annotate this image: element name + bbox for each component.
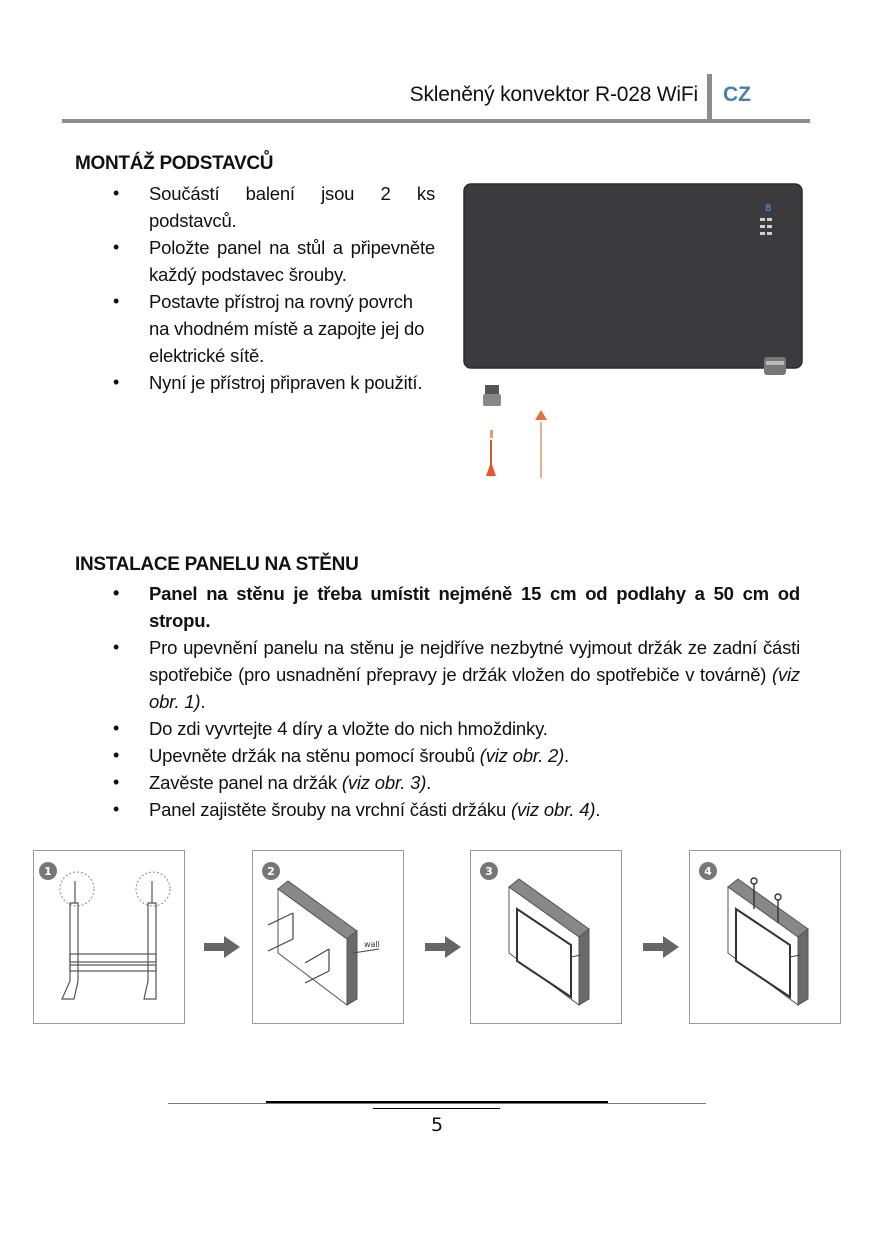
figure-step-4 [689,850,841,1024]
list-item [113,742,800,769]
page-number: 5 [430,1114,444,1136]
header-divider [707,74,712,120]
figure-step-3 [470,850,622,1024]
figure-reference: (viz obr. 1) [149,664,800,712]
figure-reference: (viz obr. 3) [341,772,427,793]
stand-foot-icon [764,357,786,375]
bracket-icon [62,881,156,999]
list-item [113,769,800,796]
figure-reference: (viz obr. 2) [479,745,565,766]
list-item [113,580,800,634]
item-text: Do zdi vyvrtejte 4 díry a vložte do nich hmoždinky. [149,718,548,739]
figure-reference: (viz obr. 4) [511,799,596,820]
distance-requirement: Panel na stěnu je třeba umístit nejméně 15 cm od podlahy a 50 cm od stropu. [149,583,800,631]
wall-label: wall [364,940,380,949]
language-code: CZ [723,83,751,106]
document-title: Skleněný konvektor R-028 WiFi [409,83,698,106]
item-text: Upevněte držák na stěnu pomocí šroubů [149,745,480,766]
screw-icon [483,385,501,476]
arrow-right-icon [643,936,679,958]
footer-rule-short [373,1108,500,1109]
stands-list [113,180,435,396]
figure-step-1 [33,850,185,1024]
item-end: . [200,691,206,712]
header-rule [62,119,810,123]
convector-stand-illustration [460,180,810,485]
step-number: 1 [44,865,52,878]
list-item: • Součástí balení jsou 2 ks podstavců. [113,180,435,234]
item-text: Pro upevnění panelu na stěnu je nejdříve nezbytné vyjmout držák ze zadní části spotřebiče (pro usnadnění přepravy je držák vložen do spotřebiče v továrně) [149,637,800,685]
footer-rule [168,1103,706,1104]
list-item: • Postavte přístroj na rovný povrch na vhodném místě a zapojte jej do elektrické sítě. [113,288,435,369]
svg-text:8: 8 [765,203,772,214]
list-item [113,715,800,742]
step-number: 4 [704,865,712,878]
step-number: 3 [485,865,493,878]
item-end: . [595,799,601,820]
arrow-up-icon [535,410,547,478]
wall-mount-list [113,580,800,823]
section-heading-stands: MONTÁŽ PODSTAVCŮ [75,153,274,174]
figure-step-2 [252,850,404,1024]
item-end: . [426,772,432,793]
item-text: Zavěste panel na držák [149,772,342,793]
arrow-right-icon [425,936,461,958]
list-item [113,634,800,715]
section-heading-wall-mount: INSTALACE PANELU NA STĚNU [75,554,359,575]
list-item: • Nyní je přístroj připraven k použití. [113,369,435,396]
step-number: 2 [267,865,275,878]
item-text: Panel zajistěte šrouby na vrchní části držáku [149,799,512,820]
list-item [113,796,800,823]
arrow-right-icon [204,936,240,958]
list-item: • Položte panel na stůl a připevněte každý podstavec šrouby. [113,234,435,288]
footer-rule-accent [266,1101,608,1103]
item-end: . [564,745,569,766]
